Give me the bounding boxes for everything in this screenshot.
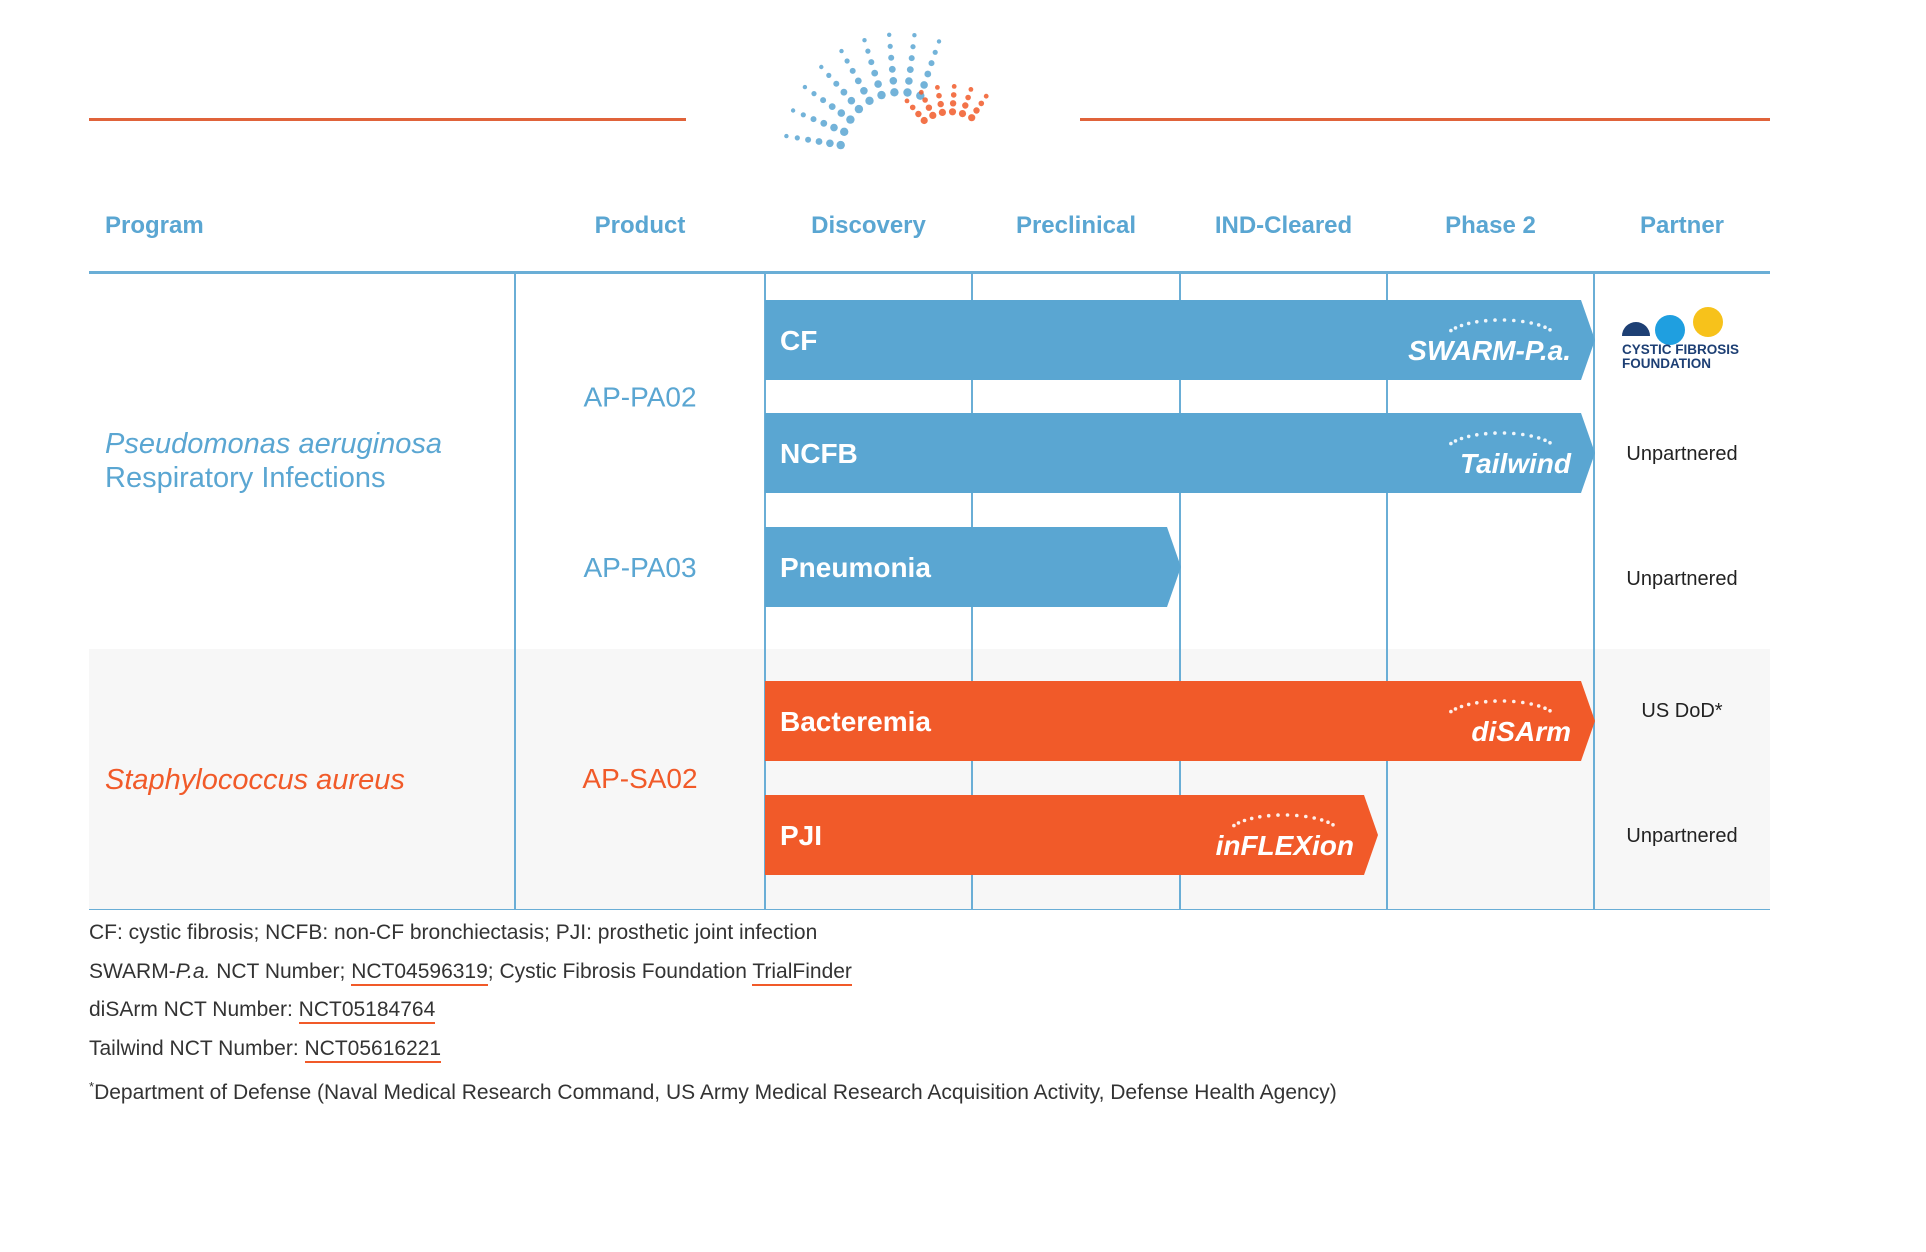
column-header-program: Program [105,212,204,239]
logo-dot [819,65,823,69]
logo-dot [979,101,985,107]
bar-label-pneumonia: Pneumonia [780,552,931,583]
trial-logo-dot [1484,700,1488,704]
trial-logo-dot [1512,432,1516,436]
trial-logo-dot [1521,433,1525,437]
logo-dot [855,105,863,113]
trial-logo-dot [1543,706,1547,710]
trial-logo-dot [1454,326,1458,330]
logo-dot [784,134,788,138]
product-label-ap-sa02: AP-SA02 [582,763,698,794]
footnote-swarm [89,953,1589,992]
logo-dot [938,101,944,107]
logo-dot [984,94,989,99]
program-name-rest: Respiratory Infections [105,462,386,494]
trial-logo-dot [1467,322,1471,326]
logo-dot [791,108,795,112]
trial-logo-dot [1475,320,1479,324]
logo-dot [840,128,848,136]
logo-dot [936,93,942,99]
logo-dot [848,97,856,105]
header-rule [89,271,1770,274]
footnote-abbreviations [89,914,1589,953]
column-header-discovery: Discovery [811,212,926,239]
logo-dot [959,110,966,117]
partner-bacteremia: US DoD* [1641,700,1723,722]
tailwind-prefix: Tailwind NCT Number: [89,1036,305,1060]
trial-logo-disarm: diSArm [1471,716,1571,747]
trial-logo-dot [1493,318,1497,322]
partner-ncfb: Unpartnered [1626,443,1738,465]
tailwind-nct-link[interactable]: NCT05616221 [305,1037,442,1063]
bar-label-ncfb: NCFB [780,438,858,469]
trial-logo-dot [1454,707,1458,711]
cff-logo-text-2: FOUNDATION [1622,356,1711,371]
logo-dot [855,78,862,85]
trial-logo-dot [1521,701,1525,705]
trial-logo-dot [1537,323,1541,327]
trial-logo-dot [1529,434,1533,438]
logo-dot [903,88,911,96]
swarm-nct-link[interactable]: NCT04596319 [351,960,488,986]
partner-pneumonia: Unpartnered [1626,568,1738,590]
footnote-dod [89,1068,1589,1107]
logo-dot [837,141,845,149]
logo-dot [841,89,848,96]
swarm-italic: P.a. [175,959,211,983]
trial-logo-dot [1286,813,1290,817]
logo-dot [890,88,898,96]
logo-dot [889,66,896,73]
trial-logo-dot [1512,319,1516,323]
cff-logo-text-1: CYSTIC FIBROSIS [1622,342,1740,357]
trial-logo-dot [1503,699,1507,703]
logo-dot [826,140,834,148]
logo-dot [969,87,974,92]
trial-logo-dot [1454,439,1458,443]
trial-logo-dot [1232,824,1236,828]
trial-logo-dot [1543,438,1547,442]
footnotes [89,914,1589,1107]
trial-logo-dot [1467,703,1471,707]
logo-dot [826,73,831,78]
swarm-mid2: ; Cystic Fibrosis Foundation [487,959,753,983]
logo-dot [926,105,932,111]
trial-logo-dot [1503,431,1507,435]
trial-logo-dot [1320,818,1324,822]
header-line-left [89,118,686,121]
product-label-ap-pa02: AP-PA02 [583,381,697,413]
column-divider [514,273,516,910]
trial-logo-dot [1267,814,1271,818]
logo-dot [801,112,806,117]
logo-dot [920,81,928,89]
trial-logo-dot [1460,705,1464,709]
program-name-italic: Staphylococcus aureus [105,764,405,796]
trial-logo-dot [1484,319,1488,323]
cff-logo-shape-dark [1622,322,1650,336]
trial-logo-dot [1312,816,1316,820]
logo-dot [905,99,910,104]
logo-dot [968,114,975,121]
logo-dot [850,68,856,74]
trial-logo-dot [1276,813,1280,817]
trial-logo-dot [1512,700,1516,704]
logo-dot [910,44,915,49]
logo-dot [865,49,870,54]
partner-pji: Unpartnered [1626,825,1738,847]
logo-dot [805,137,811,143]
trial-logo-dot [1537,436,1541,440]
dod-text: Department of Defense (Naval Medical Research Command, US Army Medical Research Acquisition Activity, Defense Health Agency) [94,1081,1337,1104]
trial-logo-dot [1529,702,1533,706]
trial-logo-dot [1258,815,1262,819]
logo-dot [874,80,882,88]
trial-logo-dot [1521,320,1525,324]
footnote-disarm [89,991,1589,1030]
logo-dot [887,33,891,37]
logo-dot [933,50,938,55]
trial-logo-dot [1331,823,1335,827]
trial-logo-dot [1326,820,1330,824]
logo-dot [950,100,956,106]
bar-label-pji: PJI [780,820,823,851]
cff-logo-shape-yellow [1693,307,1723,337]
trial-logo-tailwind: Tailwind [1460,448,1571,479]
disarm-nct-link[interactable]: NCT05184764 [299,998,436,1024]
logo-dot [862,38,866,42]
logo-dot [890,77,898,85]
trial-logo-swarm-p-a-: SWARM-P.a. [1408,335,1571,366]
logo-dot [924,71,931,78]
column-header-phase-2: Phase 2 [1445,212,1536,239]
logo-dot [939,109,946,116]
trial-logo-dot [1493,431,1497,435]
trial-logo-dot [1548,328,1552,332]
trial-logo-dot [1449,329,1453,333]
bottom-rule [89,909,1770,910]
column-divider [1593,273,1595,910]
logo-dot [811,91,816,96]
logo-dot [915,111,921,117]
cff-logo-shape-blue [1655,315,1685,345]
logo-dot [865,97,873,105]
bar-label-bacteremia: Bacteremia [780,706,931,737]
trial-logo-dot [1304,815,1308,819]
trial-logo-dot [1460,324,1464,328]
logo-dot [937,39,941,43]
logo-dot [868,59,874,65]
trial-logo-dot [1475,701,1479,705]
logo-dot [845,58,850,63]
logo-dot [829,103,836,110]
swarm-prefix: SWARM- [89,959,176,983]
logo-dot [951,92,957,98]
abbreviations-text: CF: cystic fibrosis; NCFB: non-CF bronchiectasis; PJI: prosthetic joint infection [89,921,818,944]
logo-dot [888,44,893,49]
logo-dot [877,91,885,99]
trial-logo-dot [1548,709,1552,713]
trial-logo-dot [1243,819,1247,823]
logo-dot [830,124,838,132]
trial-logo-dot [1295,814,1299,818]
column-header-partner: Partner [1639,212,1725,239]
trial-logo-dot [1537,704,1541,708]
logo-dot [907,66,914,73]
logo-dot [905,77,913,85]
logo-dot [838,109,846,117]
dod-asterisk: * [89,1079,95,1094]
logo-dot [935,85,940,90]
column-header-product: Product [594,212,686,239]
logo-dot [816,138,823,145]
logo-dot [910,105,916,111]
logo-dot [833,81,839,87]
logo-dot [922,97,928,103]
logo-dot [962,102,968,108]
logo-dot [871,70,878,77]
logo-dot [839,49,843,53]
trial-logo-dot [1493,699,1497,703]
logo-dot [860,87,868,95]
logo-dot [921,117,928,124]
trial-logo-dot [1548,441,1552,445]
trial-logo-dot [1237,821,1241,825]
program-name-italic: Pseudomonas aeruginosa [105,428,442,460]
header-line-right [1080,118,1770,121]
logo-dot [949,108,956,115]
footnote-tailwind [89,1030,1589,1069]
trial-logo-dot [1449,710,1453,714]
trial-logo-dot [1484,432,1488,436]
trial-logo-inflexion: inFLEXion [1215,830,1354,861]
bar-label-cf: CF [780,325,818,356]
product-label-ap-pa03: AP-PA03 [583,552,697,583]
trialfinder-link[interactable]: TrialFinder [752,960,852,986]
trial-logo-dot [1460,437,1464,441]
logo-dot [888,55,894,61]
logo-dot [820,120,827,127]
trial-logo-dot [1543,325,1547,329]
logo-dot [846,115,854,123]
logo-dot [795,135,800,140]
trial-logo-dot [1475,433,1479,437]
logo-dot [803,85,807,89]
trial-logo-dot [1529,321,1533,325]
column-header-preclinical: Preclinical [1015,212,1137,239]
logo-dot [929,112,936,119]
logo-dot [965,95,971,101]
trial-logo-dot [1467,435,1471,439]
column-header-ind-cleared: IND-Cleared [1214,212,1353,239]
swarm-mid: NCT Number; [210,959,352,983]
logo-dot [973,107,979,113]
trial-logo-dot [1503,318,1507,322]
logo-dot [820,97,826,103]
disarm-prefix: diSArm NCT Number: [89,998,299,1021]
logo-dot [929,60,935,66]
logo-dot [912,33,916,37]
logo-dot [811,116,817,122]
trial-logo-dot [1250,817,1254,821]
logo-dot [909,55,915,61]
trial-logo-dot [1449,442,1453,446]
logo-dot [919,90,924,95]
logo-dot [952,84,957,89]
